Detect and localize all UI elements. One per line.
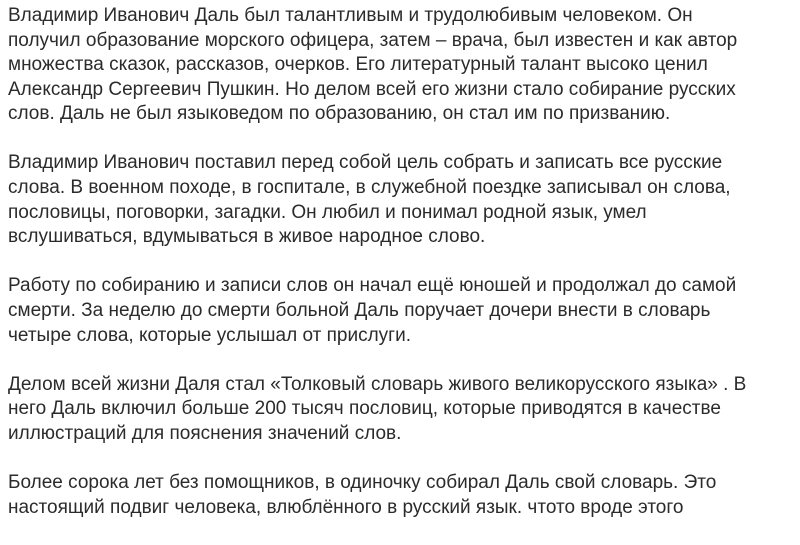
document-body: [8, 4, 794, 545]
text-line: Александр Сергеевич Пушкин. Но делом всей его жизни стало собирание русских: [8, 78, 736, 100]
paragraph-2: [8, 151, 794, 249]
text-line: иллюстраций для пояснения значений слов.: [8, 422, 402, 444]
text-line: Более сорока лет без помощников, в одиночку собирал Даль свой словарь. Это: [8, 471, 717, 493]
text-line: слов. Даль не был языковедом по образованию, он стал им по призванию.: [8, 103, 671, 125]
text-line: Работу по собиранию и записи слов он начал ещё юношей и продолжал до самой: [8, 275, 737, 297]
text-line: него Даль включил больше 200 тысяч пословиц, которые приводятся в качестве: [8, 398, 721, 420]
paragraph-3: [8, 274, 794, 348]
text-line: вслушиваться, вдумываться в живое народное слово.: [8, 226, 486, 248]
text-line: получил образование морского офицера, затем – врача, был известен и как автор: [8, 29, 738, 51]
text-line: слова. В военном походе, в госпитале, в служебной поездке записывал он слова,: [8, 177, 731, 199]
text-line: Владимир Иванович Даль был талантливым и трудолюбивым человеком. Он: [8, 5, 693, 26]
text-line: настоящий подвиг человека, влюблённого в русский язык. чтото вроде этого: [8, 496, 684, 518]
text-line: пословицы, поговорки, загадки. Он любил и понимал родной язык, умел: [8, 201, 647, 223]
text-line: Владимир Иванович поставил перед собой цель собрать и записать все русские: [8, 152, 723, 174]
text-line: множества сказок, рассказов, очерков. Его литературный талант высоко ценил: [8, 54, 708, 76]
paragraph-5: [8, 471, 794, 520]
paragraph-1: [8, 4, 794, 127]
text-line: Делом всей жизни Даля стал «Толковый словарь живого великорусского языка» . В: [8, 373, 747, 395]
text-line: смерти. За неделю до смерти больной Даль поручает дочери внести в словарь: [8, 299, 711, 321]
text-line: четыре слова, которые услышал от прислуги.: [8, 324, 411, 346]
paragraph-4: [8, 373, 794, 447]
